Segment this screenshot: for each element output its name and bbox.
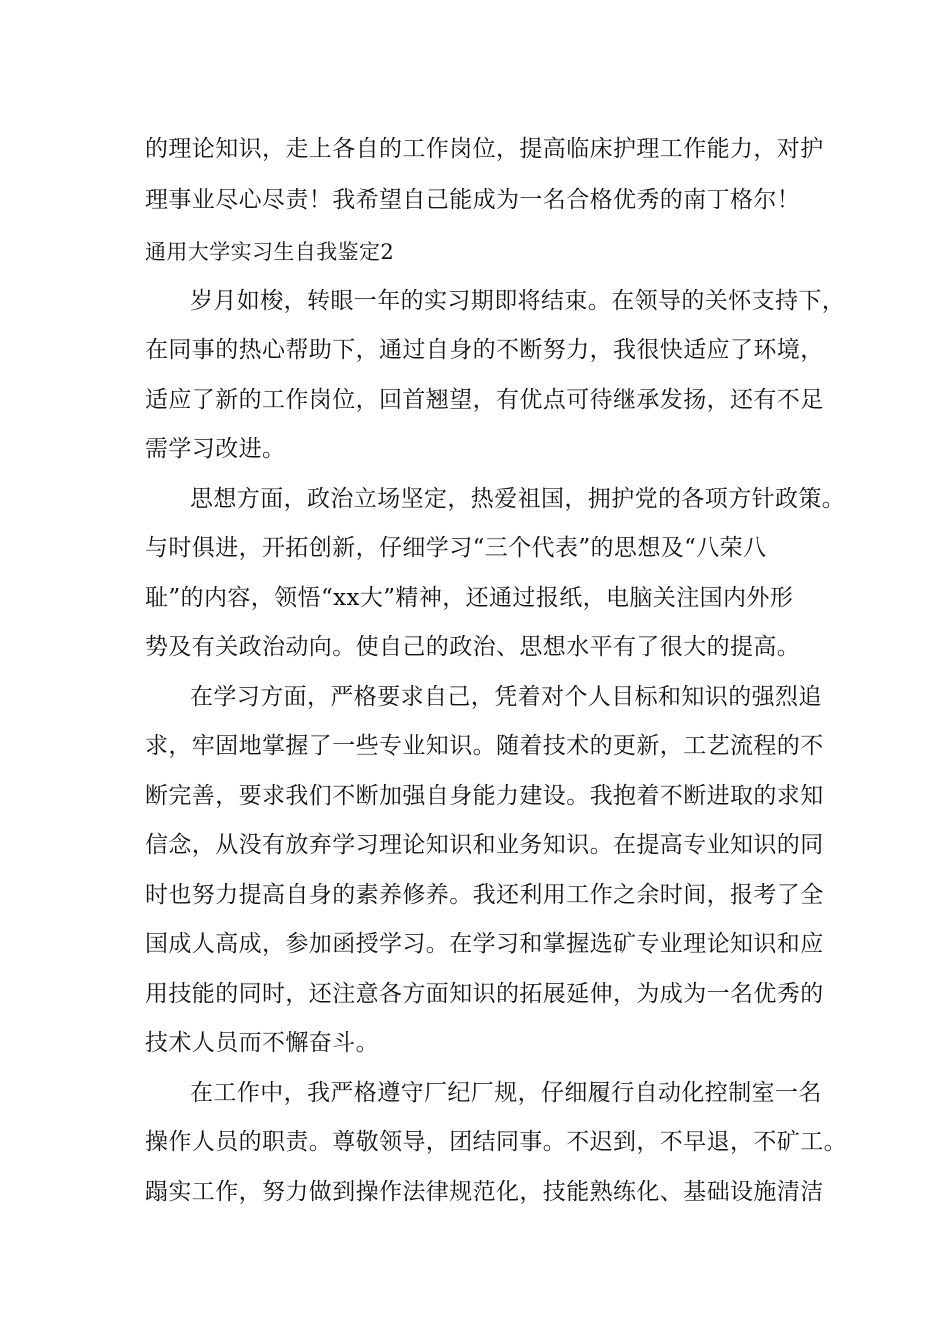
- text-line: 操作人员的职责。尊敬领导，团结同事。不迟到，不早退，不矿工。: [145, 1129, 847, 1155]
- text-line: 势及有关政治动向。使自己的政治、思想水平有了很大的提高。: [145, 634, 801, 660]
- text-line: 在工作中，我严格遵守厂纪厂规，仔细履行自动化控制室一名: [190, 1080, 822, 1106]
- text-line: 需学习改进。: [145, 436, 286, 462]
- text-line: 时也努力提高自身的素养修养。我还利用工作之余时间，报考了全: [145, 882, 824, 908]
- text-line: 适应了新的工作岗位，回首翘望，有优点可待继承发扬，还有不足: [145, 387, 824, 413]
- text-line: 在学习方面，严格要求自己，凭着对个人目标和知识的强烈追: [190, 684, 822, 710]
- text-line: 理事业尽心尽责！我希望自己能成为一名合格优秀的南丁格尔！: [145, 187, 801, 213]
- text-line: 耻”的内容，领悟“xx大”精神，还通过报纸，电脑关注国内外形: [145, 585, 794, 611]
- text-line: 求，牢固地掌握了一些专业知识。随着技术的更新，工艺流程的不: [145, 733, 824, 759]
- text-line: 国成人高成，参加函授学习。在学习和掌握选矿专业理论知识和应: [145, 931, 824, 957]
- text-line: 的理论知识，走上各自的工作岗位，提高临床护理工作能力，对护: [145, 136, 824, 162]
- text-line: 断完善，要求我们不断加强自身能力建设。我抱着不断进取的求知: [145, 783, 824, 809]
- text-line: 技术人员而不懈奋斗。: [145, 1030, 379, 1056]
- text-line: 在同事的热心帮助下，通过自身的不断努力，我很快适应了环境，: [145, 337, 824, 363]
- text-line: 与时俱进，开拓创新，仔细学习“三个代表”的思想及“八荣八: [145, 535, 767, 561]
- text-line: 用技能的同时，还注意各方面知识的拓展延伸，为成为一名优秀的: [145, 981, 824, 1007]
- text-line: 岁月如梭，转眼一年的实习期即将结束。在领导的关怀支持下，: [190, 288, 846, 314]
- section-heading: 通用大学实习生自我鉴定2: [145, 240, 395, 264]
- text-line: 思想方面，政治立场坚定，热爱祖国，拥护党的各项方针政策。: [190, 486, 846, 512]
- text-line: 信念，从没有放弃学习理论知识和业务知识。在提高专业知识的同: [145, 832, 824, 858]
- text-line: 蹋实工作，努力做到操作法律规范化，技能熟练化、基础设施清洁: [145, 1179, 824, 1205]
